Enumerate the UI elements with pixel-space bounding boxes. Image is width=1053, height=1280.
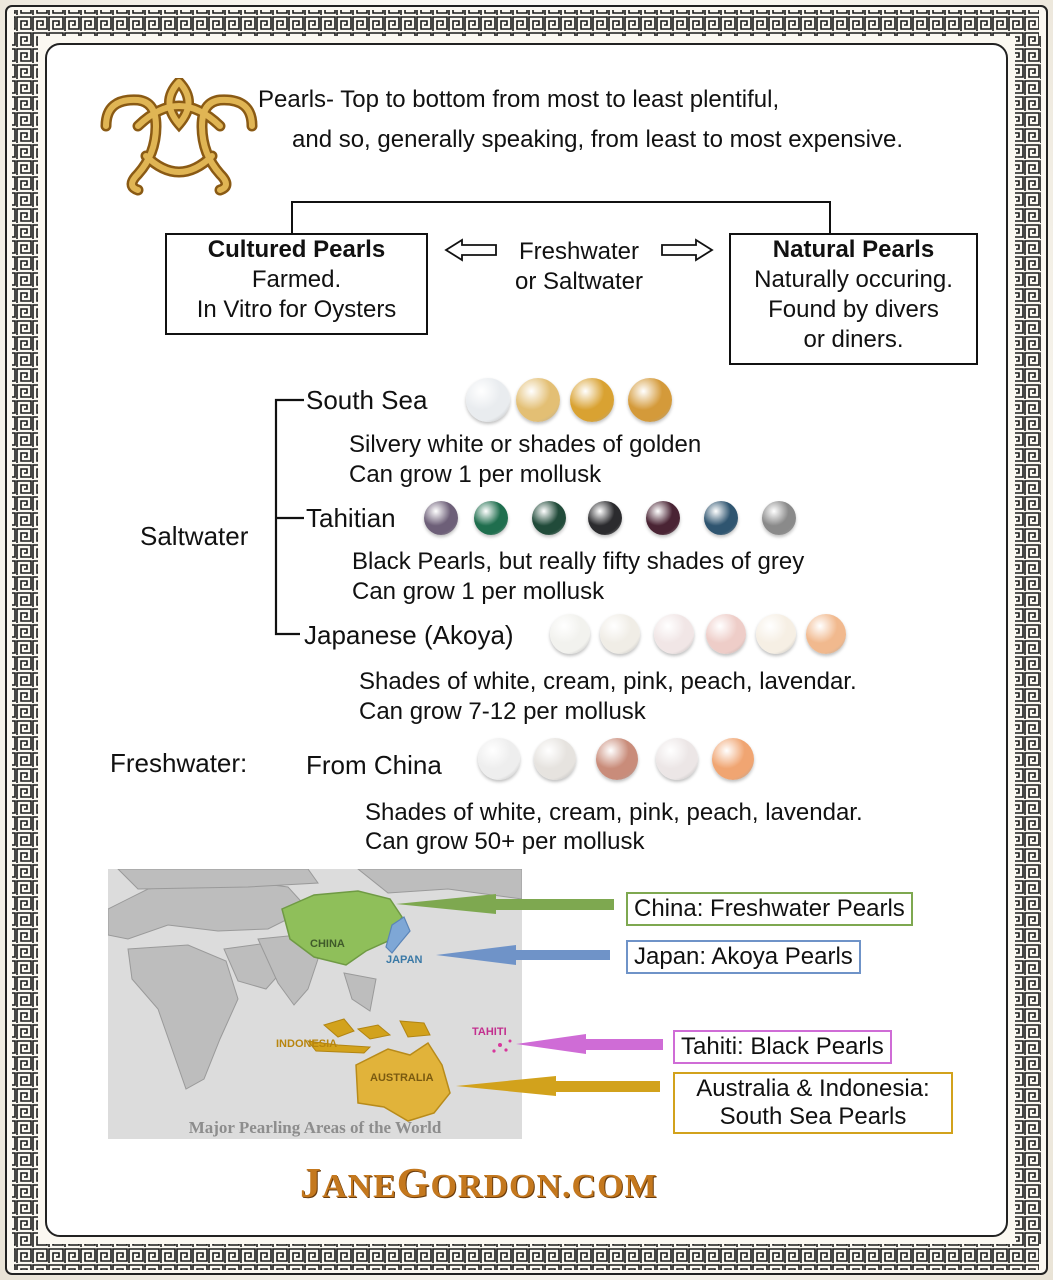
legend-australia-indonesia <box>673 1072 953 1134</box>
janegordon-logo: JANEGORDON.COM <box>300 1161 658 1207</box>
pearl-swatch <box>656 738 698 780</box>
pearl-swatch <box>704 501 738 535</box>
pearl-swatch <box>712 738 754 780</box>
pearl-swatch <box>756 614 796 654</box>
south-sea-desc-2: Can grow 1 per mollusk <box>349 461 602 488</box>
legend-japan: Japan: Akoya Pearls <box>626 940 861 974</box>
map-label-tahiti: TAHITI <box>472 1026 507 1038</box>
south-sea-desc-1: Silvery white or shades of golden <box>349 431 702 458</box>
map-label-indonesia: INDONESIA <box>276 1038 338 1050</box>
cultured-pearls-title: Cultured Pearls <box>207 236 386 263</box>
pearl-swatch <box>424 501 458 535</box>
akoya-desc-2: Can grow 7-12 per mollusk <box>359 698 646 725</box>
cultured-line-2: In Vitro for Oysters <box>196 296 397 323</box>
pearl-swatch <box>466 378 510 422</box>
water-type-line-2: or Saltwater <box>514 268 644 295</box>
legend-australia-line-2: South Sea Pearls <box>719 1103 907 1130</box>
south-sea-label: South Sea <box>306 385 428 415</box>
china-freshwater-desc-1: Shades of white, cream, pink, peach, lavendar. <box>365 799 863 826</box>
akoya-desc-1: Shades of white, cream, pink, peach, lavendar. <box>359 668 857 695</box>
natural-line-3: or diners. <box>803 326 904 353</box>
pearl-swatch <box>596 738 638 780</box>
pearl-swatch <box>550 614 590 654</box>
china-freshwater-label: From China <box>306 750 442 780</box>
natural-line-2: Found by divers <box>768 296 939 323</box>
pearl-swatch <box>706 614 746 654</box>
tahitian-desc-2: Can grow 1 per mollusk <box>352 578 605 605</box>
pearl-swatch <box>600 614 640 654</box>
pearl-swatch <box>532 501 566 535</box>
map-label-china: CHINA <box>310 938 345 950</box>
legend-china: China: Freshwater Pearls <box>626 892 913 926</box>
natural-line-1: Naturally occuring. <box>754 266 953 293</box>
pearl-swatch <box>646 501 680 535</box>
akoya-label: Japanese (Akoya) <box>304 620 514 650</box>
saltwater-label: Saltwater <box>140 521 249 551</box>
tahitian-desc-1: Black Pearls, but really fifty shades of grey <box>352 548 805 575</box>
pearl-swatch <box>516 378 560 422</box>
pearl-swatch <box>654 614 694 654</box>
pearl-swatch <box>588 501 622 535</box>
cultured-line-1: Farmed. <box>251 266 342 293</box>
pearl-swatch <box>474 501 508 535</box>
map-label-japan: JAPAN <box>386 954 423 966</box>
pearl-swatch <box>478 738 520 780</box>
map-label-australia: AUSTRALIA <box>370 1072 434 1084</box>
freshwater-label: Freshwater: <box>110 748 248 778</box>
water-type-line-1: Freshwater <box>518 238 640 265</box>
natural-pearls-title: Natural Pearls <box>772 236 935 263</box>
legend-australia-line-1: Australia & Indonesia: <box>696 1075 930 1102</box>
pearl-swatch <box>762 501 796 535</box>
pearl-swatch <box>534 738 576 780</box>
map-title: Major Pearling Areas of the World <box>188 1118 442 1137</box>
china-freshwater-desc-2: Can grow 50+ per mollusk <box>365 828 645 855</box>
intro-line-1: Pearls- Top to bottom from most to least plentiful, <box>258 86 780 113</box>
legend-tahiti: Tahiti: Black Pearls <box>673 1030 892 1064</box>
pearl-swatch <box>806 614 846 654</box>
pearl-swatch <box>628 378 672 422</box>
tahitian-label: Tahitian <box>306 503 396 533</box>
pearl-swatch <box>570 378 614 422</box>
intro-line-2: and so, generally speaking, from least to most expensive. <box>292 126 903 153</box>
